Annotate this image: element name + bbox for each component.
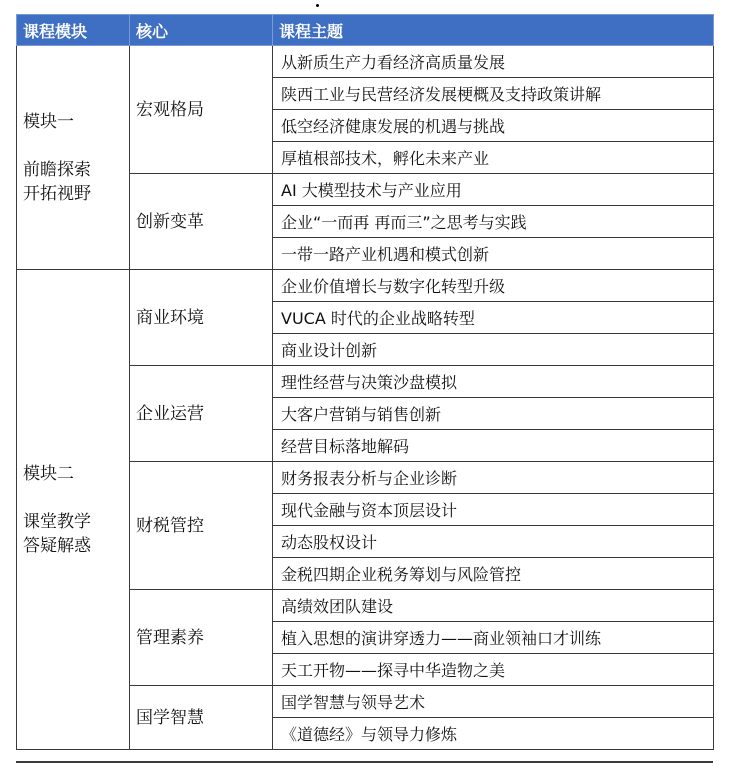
core-cell: 创新变革	[130, 174, 273, 270]
topic-cell: 经营目标落地解码	[273, 430, 714, 462]
module-1-subtitle-2: 开拓视野	[23, 183, 91, 204]
module-1-subtitle-1: 前瞻探索	[23, 159, 91, 180]
topic-cell: 高绩效团队建设	[273, 590, 714, 622]
core-cell: 财税管控	[130, 462, 273, 590]
core-cell: 商业环境	[130, 270, 273, 366]
topic-cell: 理性经营与决策沙盘模拟	[273, 366, 714, 398]
topic-cell: 财务报表分析与企业诊断	[273, 462, 714, 494]
core-cell: 管理素养	[130, 590, 273, 686]
header-row	[17, 15, 714, 46]
topic-cell: 企业价值增长与数字化转型升级	[273, 270, 714, 302]
topic-cell: 植入思想的演讲穿透力——商业领袖口才训练	[273, 622, 714, 654]
bottom-rule	[16, 761, 713, 763]
topic-cell: 天工开物——探寻中华造物之美	[273, 654, 714, 686]
header-topic: 课程主题	[273, 15, 714, 46]
topic-cell: 从新质生产力看经济高质量发展	[273, 46, 714, 78]
topic-cell: 金税四期企业税务筹划与风险管控	[273, 558, 714, 590]
topic-cell: 现代金融与资本顶层设计	[273, 494, 714, 526]
table-row	[17, 46, 714, 78]
topic-cell: 低空经济健康发展的机遇与挑战	[273, 110, 714, 142]
core-cell: 企业运营	[130, 366, 273, 462]
stray-dot	[316, 4, 319, 7]
module-2-title: 模块二	[23, 463, 74, 484]
core-cell: 宏观格局	[130, 46, 273, 174]
header-module: 课程模块	[17, 15, 130, 46]
topic-cell: 厚植根部技术，孵化未来产业	[273, 142, 714, 174]
topic-cell: 动态股权设计	[273, 526, 714, 558]
topic-cell: 企业“一而再 再而三”之思考与实践	[273, 206, 714, 238]
module-1-title: 模块一	[23, 111, 74, 132]
topic-cell: VUCA 时代的企业战略转型	[273, 302, 714, 334]
module-2-subtitle-2: 答疑解惑	[23, 535, 91, 556]
core-cell: 国学智慧	[130, 686, 273, 750]
module-2-subtitle-1: 课堂教学	[23, 511, 91, 532]
topic-cell: 《道德经》与领导力修炼	[273, 718, 714, 750]
course-table	[16, 14, 714, 750]
module-1-cell	[17, 46, 130, 270]
topic-cell: 大客户营销与销售创新	[273, 398, 714, 430]
topic-cell: 陕西工业与民营经济发展梗概及支持政策讲解	[273, 78, 714, 110]
module-2-cell	[17, 270, 130, 750]
topic-cell: 商业设计创新	[273, 334, 714, 366]
topic-cell: 一带一路产业机遇和模式创新	[273, 238, 714, 270]
topic-cell: 国学智慧与领导艺术	[273, 686, 714, 718]
header-core: 核心	[130, 15, 273, 46]
table-row	[17, 270, 714, 302]
topic-cell: AI 大模型技术与产业应用	[273, 174, 714, 206]
